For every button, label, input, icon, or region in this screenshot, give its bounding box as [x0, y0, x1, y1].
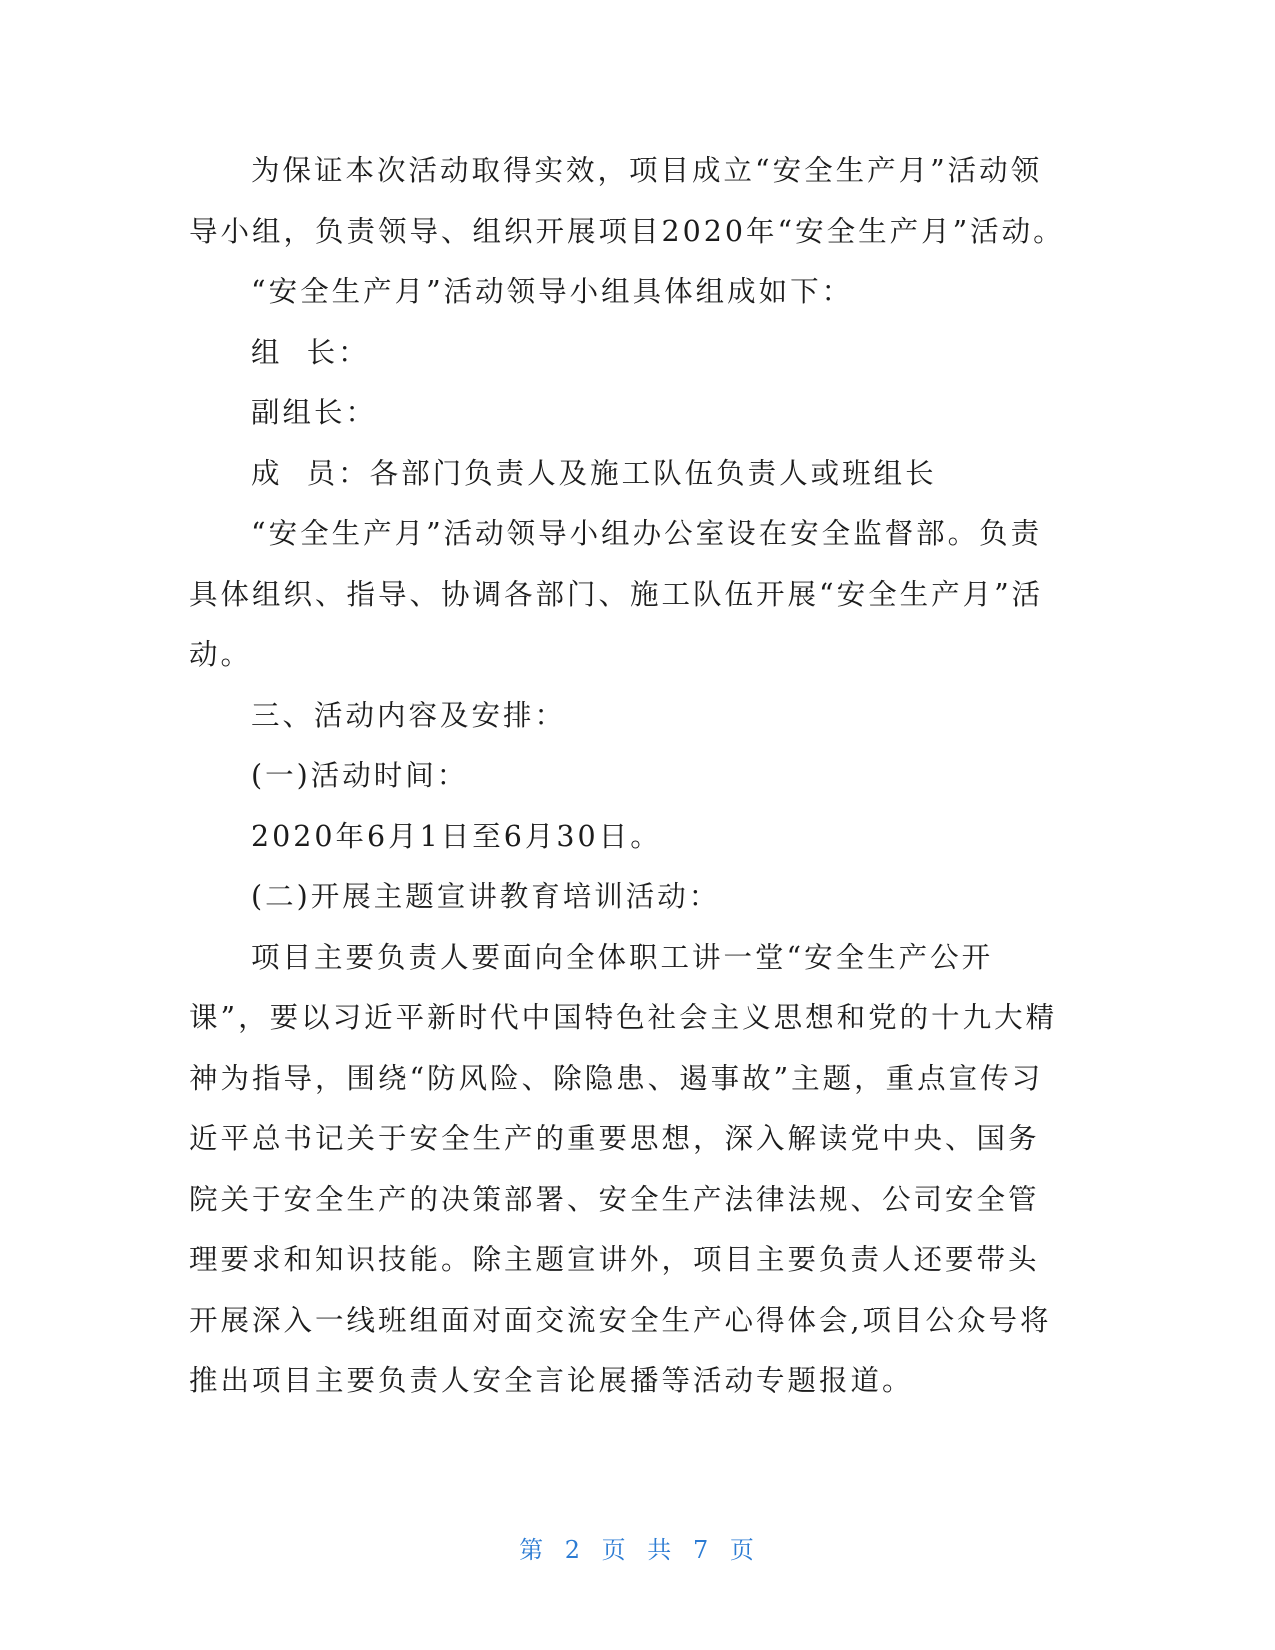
document-body [189, 141, 1069, 1412]
subheading-activity-time: (一)活动时间： [251, 759, 469, 792]
section-heading-activities: 三、活动内容及安排： [251, 698, 567, 732]
paragraph-group-composition: “安全生产月”活动领导小组具体组成如下： [251, 275, 854, 308]
paragraph-deputy-leader: 副组长： [251, 396, 378, 429]
paragraph-activity-dates: 2020年6月1日至6月30日。 [251, 819, 662, 853]
paragraph-leadership-group: 为保证本次活动取得实效，项目成立“安全生产月”活动领导小组，负责领导、组织开展项目2020年“安全生产月”活动。 [189, 154, 1065, 248]
paragraph-training-details: 项目主要负责人要面向全体职工讲一堂“安全生产公开课”，要以习近平新时代中国特色社会主义思想和党的十九大精神为指导，围绕“防风险、除隐患、遏事故”主题，重点宣传习近平总书记关于安全生产的重要思想，深入解读党中央、国务院关于安全生产的决策部署、安全生产法律法规、公司安全管理要求和知识技能。除主题宣讲外，项目主要负责人还要带头开展深入一线班组面对面交流安全生产心得体会,项目公众号将推出项目主要负责人安全言论展播等活动专题报道。 [189, 940, 1058, 1397]
paragraph-office: “安全生产月”活动领导小组办公室设在安全监督部。负责具体组织、指导、协调各部门、施工队伍开展“安全生产月”活动。 [189, 517, 1044, 671]
page-number-footer: 第 2 页 共 7 页 [519, 1536, 756, 1564]
subheading-training: (二)开展主题宣讲教育培训活动： [251, 880, 721, 913]
paragraph-members: 成 员：各部门负责人及施工队伍负责人或班组长 [251, 456, 937, 490]
paragraph-group-leader: 组 长： [251, 335, 370, 369]
